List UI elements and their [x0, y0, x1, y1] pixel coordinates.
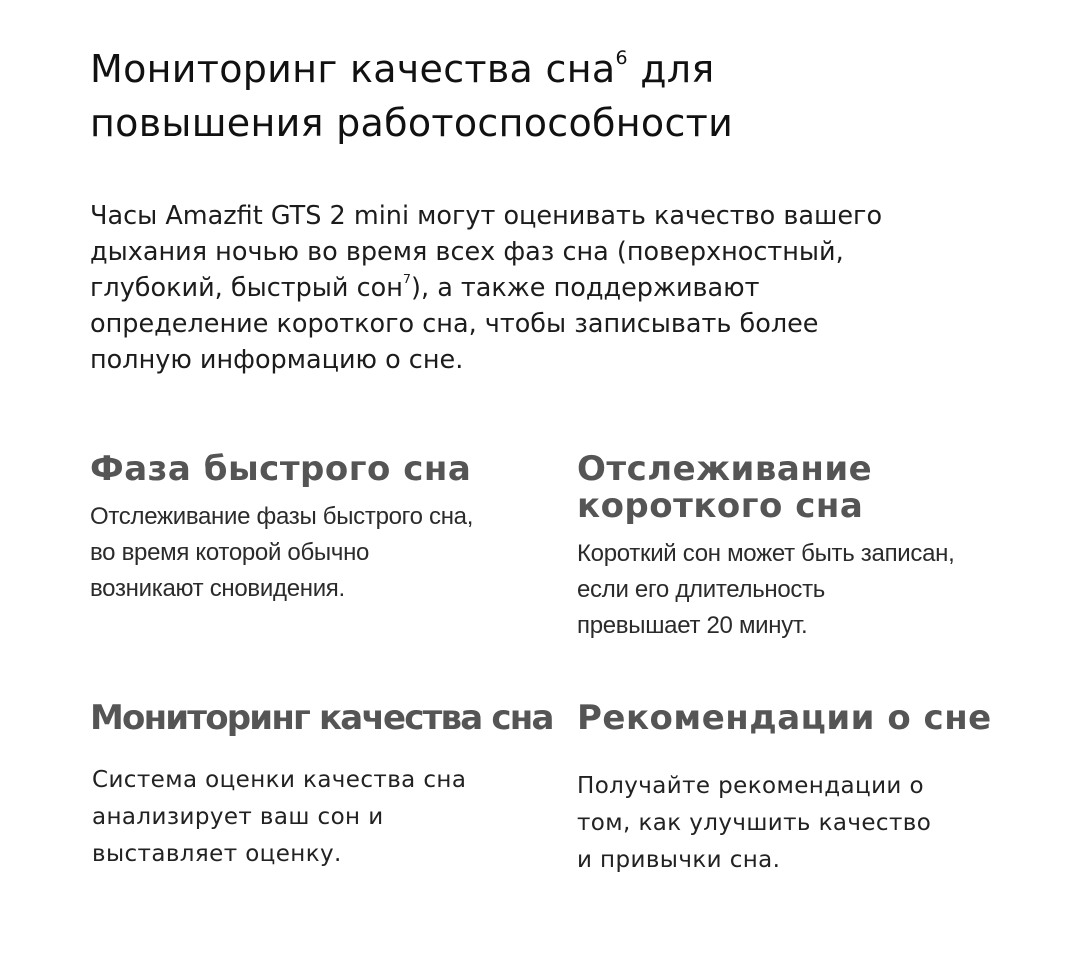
feature-advice-title	[577, 700, 992, 737]
intro-line-3-tail: ), а также поддерживают	[411, 273, 760, 303]
feature-advice-description	[577, 768, 931, 879]
intro-line-2: дыхания ночью во время всех фаз сна (поверхностный,	[90, 237, 844, 267]
footnote-7: 7	[402, 272, 412, 288]
page-title-line-1	[90, 42, 1010, 96]
page-title-tail: для	[627, 47, 715, 91]
feature-nap-text-line: Короткий сон может быть записан,	[577, 540, 955, 567]
feature-quality-text-line: Система оценки качества сна	[92, 767, 467, 793]
feature-rem-title	[90, 451, 471, 488]
feature-advice-text-line: Получайте рекомендации о	[577, 773, 924, 799]
intro-line-3	[90, 270, 1050, 306]
feature-rem-text-line: возникают сновидения.	[90, 575, 345, 602]
feature-advice-text-line: том, как улучшить качество	[577, 810, 932, 836]
feature-rem-text-line: во время которой обычно	[90, 539, 370, 566]
feature-nap-text-line: если его длительность	[577, 576, 826, 603]
feature-quality-text-line: выставляет оценку.	[92, 841, 342, 867]
feature-nap-title-line: короткого сна	[577, 486, 864, 526]
intro-line-4: определение короткого сна, чтобы записывать более	[90, 309, 819, 339]
feature-rem-title-line: Фаза быстрого сна	[90, 449, 472, 489]
footnote-6: 6	[615, 46, 628, 69]
feature-rem-description	[90, 499, 473, 607]
feature-quality-title	[90, 700, 553, 737]
intro-line-1: Часы Amazfit GTS 2 mini могут оценивать качество вашего	[90, 201, 883, 231]
intro-line-5: полную информацию о сне.	[90, 345, 464, 375]
page-title	[90, 42, 1010, 150]
feature-quality-description	[92, 762, 466, 873]
feature-nap-description	[577, 536, 954, 644]
feature-advice-title-line: Рекомендации о сне	[577, 698, 992, 738]
feature-nap-title-line: Отслеживание	[577, 449, 873, 489]
page-title-line-2: повышения работоспособности	[90, 101, 734, 145]
feature-rem-text-line: Отслеживание фазы быстрого сна,	[90, 503, 474, 530]
feature-advice-text-line: и привычки сна.	[577, 847, 781, 873]
page-title-text: Мониторинг качества сна	[90, 47, 616, 91]
feature-quality-text-line: анализирует ваш сон и	[92, 804, 384, 830]
intro-paragraph	[90, 198, 1050, 378]
feature-nap-text-line: превышает 20 минут.	[577, 612, 808, 639]
feature-quality-title-line: Мониторинг качества сна	[90, 698, 553, 738]
feature-nap-title	[577, 451, 872, 525]
intro-line-3-text: глубокий, быстрый сон	[90, 273, 403, 303]
